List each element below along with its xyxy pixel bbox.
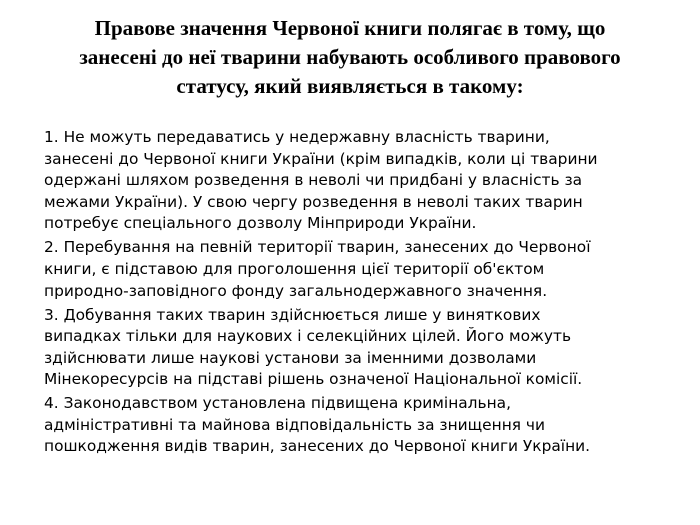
paragraph-line: 2. Перебування на певній території тварин, занесених до Червоної — [44, 238, 591, 257]
paragraph-line: здійснювати лише наукові установи за іменними дозволами — [44, 348, 537, 367]
paragraph-line: занесені до Червоної книги України (крім випадків, коли ці тварини — [44, 149, 598, 168]
title-line: Правове значення Червоної книги полягає в тому, що — [94, 16, 606, 40]
paragraph-3 — [44, 305, 684, 391]
paragraph-line: 4. Законодавством установлена підвищена кримінальна, — [44, 394, 511, 413]
paragraph-line: пошкодження видів тварин, занесених до Червоної книги України. — [44, 437, 591, 456]
paragraph-line: Мінекоресурсів на підставі рішень означеної Національної комісії. — [44, 370, 583, 389]
paragraph-line: потребує спеціального дозволу Мінприроди України. — [44, 214, 477, 233]
paragraph-line: межами України). У свою чергу розведення в неволі таких тварин — [44, 192, 583, 211]
title-line: статусу, який виявляється в такому: — [176, 74, 524, 98]
slide-body — [44, 127, 684, 460]
paragraph-4 — [44, 393, 684, 458]
paragraph-line: одержані шляхом розведення в неволі чи придбані у власність за — [44, 171, 583, 190]
paragraph-line: адміністративні та майнова відповідальність за знищення чи — [44, 415, 546, 434]
paragraph-line: випадках тільки для наукових і селекційних цілей. Його можуть — [44, 327, 572, 346]
paragraph-1 — [44, 127, 684, 235]
title-line: занесені до неї тварини набувають особливого правового — [79, 45, 621, 69]
paragraph-line: природно-заповідного фонду загальнодержавного значення. — [44, 281, 548, 300]
paragraph-line: книги, є підставою для проголошення цієї території об'єктом — [44, 259, 545, 278]
paragraph-2 — [44, 237, 684, 302]
paragraph-line: 3. Добування таких тварин здійснюється лише у виняткових — [44, 305, 541, 324]
paragraph-line: 1. Не можуть передаватись у недержавну власність тварини, — [44, 128, 550, 146]
slide-title — [28, 14, 672, 101]
